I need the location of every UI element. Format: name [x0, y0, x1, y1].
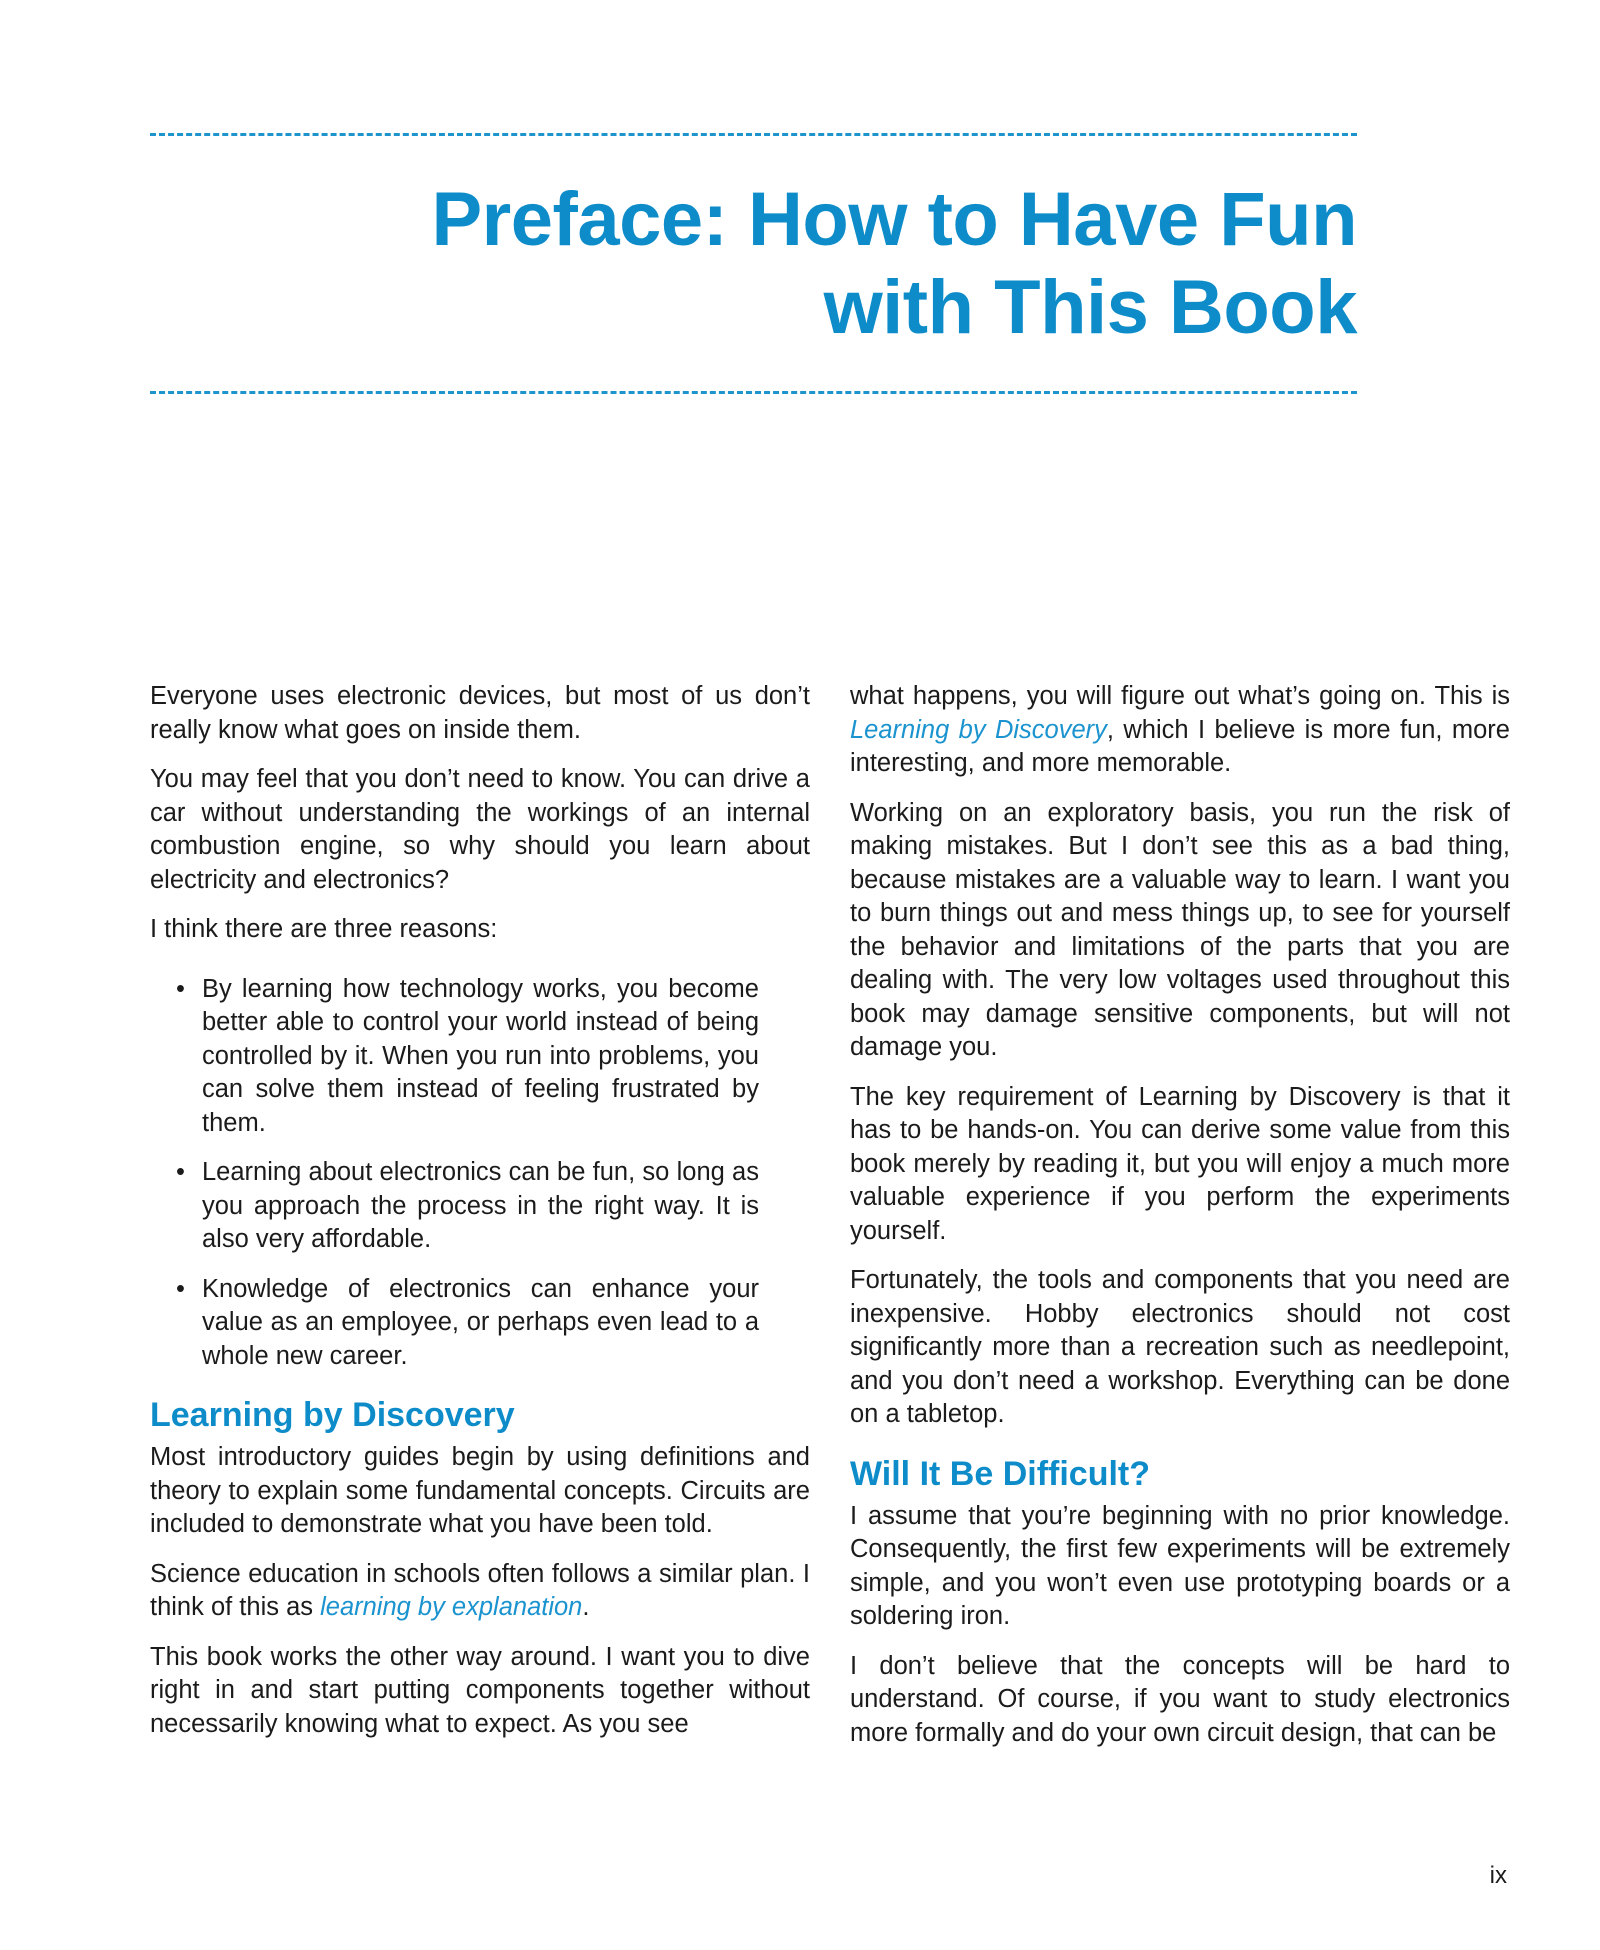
- chapter-title-line-1: Preface: How to Have Fun: [431, 177, 1357, 262]
- paragraph: Everyone uses electronic devices, but most of us don’t really know what goes on inside them.: [150, 682, 810, 744]
- paragraph: Most introductory guides begin by using definitions and theory to explain some fundamental concepts. Circuits are included to demonstrate what you have been told.: [150, 1443, 810, 1538]
- right-column: [850, 680, 1510, 1766]
- list-item: [176, 1273, 759, 1374]
- list-item: [176, 973, 759, 1141]
- paragraph-text: , which I believe is more fun, more interesting, and more memorable.: [850, 715, 1510, 777]
- top-dashed-rule: [150, 133, 1357, 136]
- reasons-list: [150, 973, 759, 1374]
- bullet-icon: •: [176, 1274, 185, 1303]
- paragraph: I don’t believe that the concepts will be hard to understand. Of course, if you want to study electronics more formally and do your own circuit design, that can be: [850, 1651, 1510, 1747]
- list-item-text: Learning about electronics can be fun, so long as you approach the process in the right way. It is also very affordable.: [202, 1158, 759, 1253]
- paragraph: The key requirement of Learning by Discovery is that it has to be hands-on. You can derive some value from this book merely by reading it, but you will enjoy a much more valuable experience if you perform the experiments yourself.: [850, 1082, 1510, 1245]
- paragraph-text: what happens, you will figure out what’s going on. This is: [850, 682, 1510, 710]
- paragraph: [850, 680, 1510, 781]
- chapter-title-line-2: with This Book: [823, 265, 1357, 350]
- paragraph: This book works the other way around. I want you to dive right in and start putting components together without necessarily knowing what to expect. As you see: [150, 1642, 810, 1738]
- paragraph: You may feel that you don’t need to know. You can drive a car without understanding the workings of an internal combustion engine, so why should you learn about electricity and electronics?: [150, 765, 810, 894]
- section-heading-will-it-be-difficult: Will It Be Difficult?: [850, 1454, 1151, 1493]
- paragraph: [150, 1558, 810, 1625]
- chapter-title: [431, 176, 1357, 352]
- list-item-text: Knowledge of electronics can enhance your value as an employee, or perhaps even lead to a whole new career.: [202, 1274, 759, 1370]
- learning-by-explanation-link[interactable]: learning by explanation: [320, 1593, 583, 1621]
- paragraph: Working on an exploratory basis, you run the risk of making mistakes. But I don’t see this as a bad thing, because mistakes are a valuable way to learn. I want you to burn things out and mess things up, to see for yourself the behavior and limitations of the parts that you are dealing with. The very low voltages used throughout this book may damage sensitive components, but will not damage you.: [850, 798, 1510, 1061]
- section-heading-learning-by-discovery: Learning by Discovery: [150, 1396, 515, 1434]
- bullet-icon: •: [176, 1158, 185, 1186]
- list-item: [176, 1156, 759, 1257]
- paragraph-text: Science education in schools often follows a similar plan. I think of this as: [150, 1559, 810, 1621]
- paragraph-text: .: [582, 1593, 590, 1621]
- paragraph: I think there are three reasons:: [150, 915, 498, 943]
- learning-by-discovery-link[interactable]: Learning by Discovery: [850, 715, 1107, 744]
- left-column: [150, 680, 810, 1757]
- paragraph: Fortunately, the tools and components that you need are inexpensive. Hobby electronics should not cost significantly more than a recreation such as needlepoint, and you don’t need a workshop. Everything can be done on a tabletop.: [850, 1266, 1510, 1428]
- bullet-icon: •: [176, 974, 185, 1003]
- list-item-text: By learning how technology works, you become better able to control your world instead of being controlled by it. When you run into problems, you can solve them instead of feeling frustrated by them.: [202, 974, 759, 1137]
- page-number: ix: [1489, 1862, 1507, 1889]
- paragraph: I assume that you’re beginning with no prior knowledge. Consequently, the first few experiments will be extremely simple, and you won’t even use prototyping boards or a soldering iron.: [850, 1501, 1510, 1630]
- bottom-dashed-rule: [150, 391, 1357, 394]
